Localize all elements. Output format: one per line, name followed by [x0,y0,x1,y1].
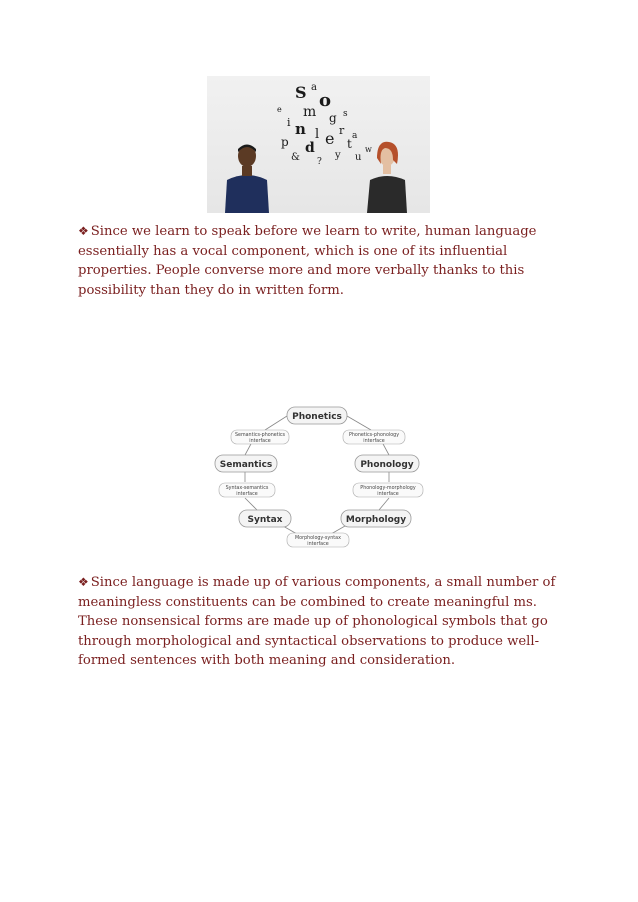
node-phonetics [287,407,347,424]
interface-phonetics-phonology [343,430,405,444]
diagram-svg [207,400,432,550]
interface-semantics-phonetics [231,430,289,444]
node-phonology [355,455,419,472]
node-phonetics-label: Phonetics [292,412,342,422]
node-morphology-label: Morphology [345,515,407,525]
svg-text:r: r [339,124,345,137]
linguistics-components-diagram [207,400,432,550]
conversation-illustration [207,76,430,213]
svg-text:a: a [311,82,317,93]
svg-text:t: t [347,137,352,151]
svg-text:e: e [325,129,335,148]
bullet-icon: ❖ [78,224,89,238]
interface-morphology-syntax [287,533,349,547]
node-semantics [215,455,277,472]
svg-text:p: p [281,135,289,149]
svg-text:m: m [303,104,317,120]
node-phonology-label: Phonology [360,460,414,470]
svg-text:u: u [355,152,362,163]
interface-syntax-semantics [219,483,275,497]
svg-text:e: e [277,105,282,114]
svg-text:interface: interface [249,439,271,444]
svg-text:interface: interface [363,439,385,444]
paragraph-text: Since we learn to speak before we learn to write, human language essentially has a vocal component, which is one of its influential properties. People converse more and more verbally thanks to this possibility than they do in written form. [78,224,537,298]
svg-text:Phonology-morphology: Phonology-morphology [360,486,416,491]
svg-text:interface: interface [377,492,399,497]
svg-text:S: S [295,83,307,102]
svg-text:i: i [287,116,291,129]
svg-text:&: & [291,152,300,163]
node-morphology [341,510,411,527]
node-semantics-label: Semantics [219,460,273,470]
svg-text:a: a [352,131,358,141]
paragraph-language-components [78,573,560,671]
two-people-talking-letters-icon [207,76,430,213]
svg-text:o: o [319,90,332,111]
svg-text:l: l [315,127,320,142]
bullet-icon: ❖ [78,575,89,589]
node-syntax-label: Syntax [247,515,283,525]
svg-text:w: w [365,145,372,154]
svg-text:interface: interface [236,492,258,497]
svg-text:g: g [329,111,337,125]
man-figure [225,145,269,214]
node-syntax [239,510,291,527]
svg-text:Syntax-semantics: Syntax-semantics [225,486,269,491]
svg-text:s: s [343,109,348,119]
svg-text:Phonetics-phonology: Phonetics-phonology [348,433,400,438]
interface-phonology-morphology [353,483,423,497]
svg-text:n: n [295,120,306,138]
paragraph-text: Since language is made up of various components, a small number of meaningless constituents can be combined to create meaningful ms. These nonsensical forms are made up of phonological symbols that go through morphological and syntactical observations to produce well-formed sentences with both meaning and consideration. [78,575,556,668]
svg-text:?: ? [317,157,322,167]
svg-text:interface: interface [307,542,329,547]
paragraph-vocal-component [78,222,560,300]
svg-text:y: y [335,150,341,161]
svg-text:d: d [305,140,315,156]
svg-text:Semantics-phonetics: Semantics-phonetics [234,433,286,438]
svg-text:Morphology-syntax: Morphology-syntax [295,536,341,541]
woman-figure [367,142,407,213]
